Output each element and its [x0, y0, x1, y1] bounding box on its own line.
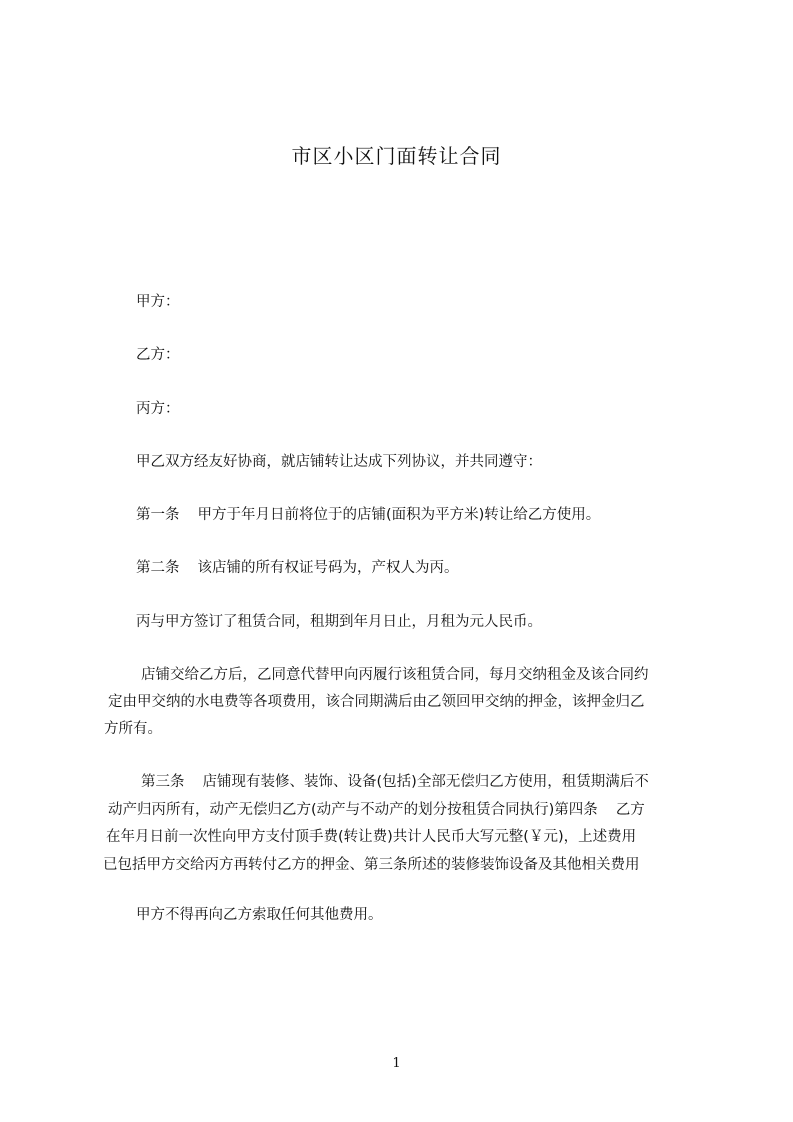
- preamble-text: 甲乙双方经友好协商，就店铺转让达成下列协议，并共同遵守：: [136, 454, 542, 470]
- article-3-heading: 第三条: [141, 774, 185, 790]
- handover-line-3: 方所有。: [104, 721, 162, 737]
- article-3-line-4: 已包括甲方交给丙方再转付乙方的押金、第三条所述的装修装饰设备及其他相关费用: [103, 857, 640, 873]
- article-2-heading: 第二条: [136, 560, 180, 576]
- article-2: [136, 558, 459, 578]
- article-3-line-3: 在年月日前一次性向甲方支付顶手费(转让费)共计人民币大写元整(￥元)，上述费用: [106, 829, 637, 845]
- article-1-heading: 第一条: [136, 507, 180, 523]
- article-3-line-2-text: 动产归丙所有，动产无偿归乙方(动产与不动产的划分按租赁合同执行)第四条: [108, 802, 598, 818]
- lease-paragraph: 丙与甲方签订了租赁合同，租期到年月日止，月租为元人民币。: [136, 614, 542, 630]
- handover-line-2: 定由甲交纳的水电费等各项费用，该合同期满后由乙领回甲交纳的押金，该押金归乙: [108, 694, 645, 710]
- article-1-text: 甲方于年月日前将位于的店铺(面积为平方米)转让给乙方使用。: [197, 507, 601, 523]
- article-1: [136, 505, 600, 525]
- article-3-line-2: [108, 800, 645, 820]
- article-3-line-2-party: 乙方: [615, 802, 645, 818]
- closing-text: 甲方不得再向乙方索取任何其他费用。: [136, 907, 383, 923]
- article-3-text: 店铺现有装修、装饰、设备(包括)全部无偿归乙方使用，租赁期满后不: [202, 774, 649, 790]
- document-title: 市区小区门面转让合同: [291, 144, 502, 168]
- article-2-text: 该店铺的所有权证号码为，产权人为丙。: [197, 560, 459, 576]
- party-c-label: 丙方：: [136, 401, 180, 417]
- article-3-line-1: [141, 772, 649, 792]
- party-a-label: 甲方：: [136, 294, 180, 310]
- page-number: 1: [392, 1056, 401, 1071]
- handover-line-1: 店铺交给乙方后，乙同意代替甲向丙履行该租赁合同，每月交纳租金及该合同约: [141, 667, 649, 683]
- party-b-label: 乙方：: [136, 347, 180, 363]
